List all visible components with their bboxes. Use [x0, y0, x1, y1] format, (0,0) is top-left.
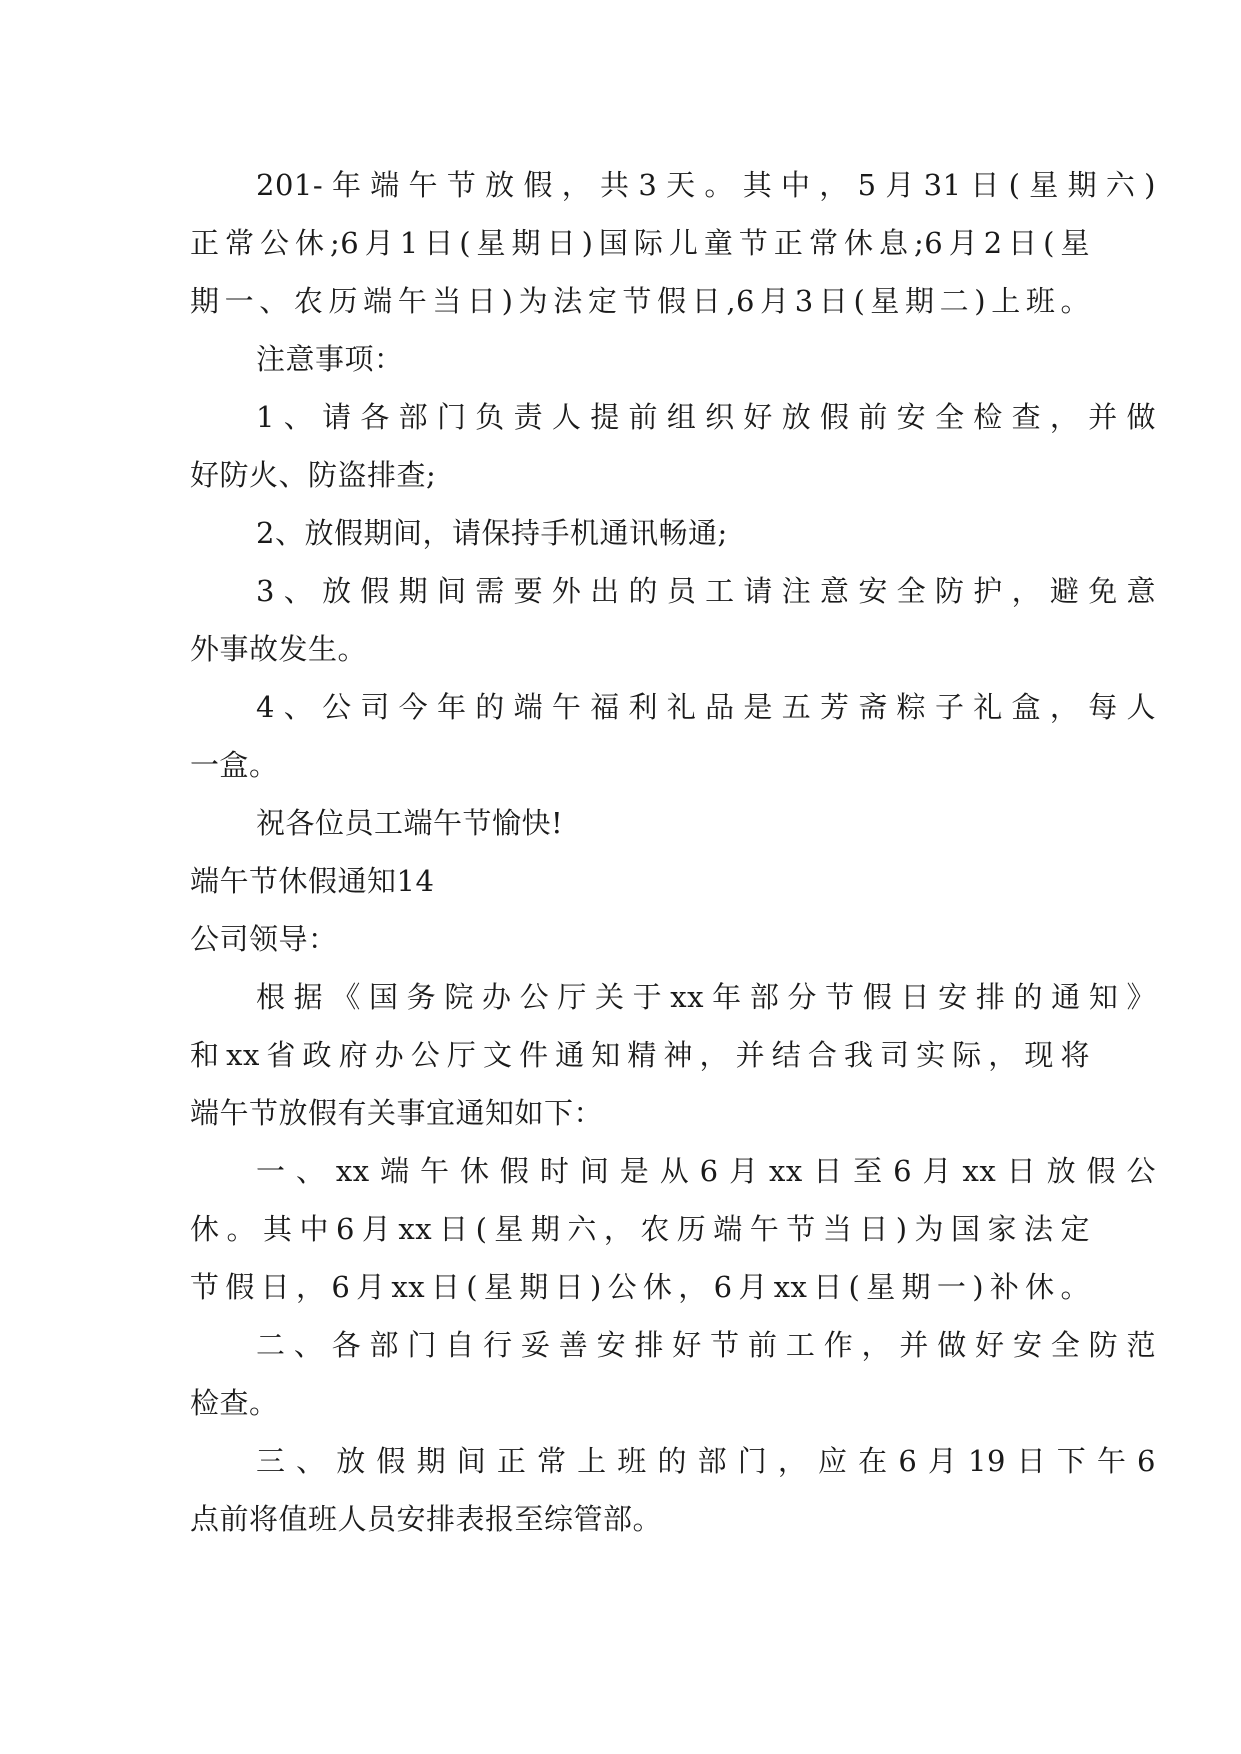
- paragraph-basis-line-3: 端午节放假有关事宜通知如下：: [190, 1096, 604, 1130]
- note-4-line-1: 4、公司今年的端午福利礼品是五芳斋粽子礼盒，每人: [256, 690, 1156, 724]
- item-2-line-2: 检查。: [190, 1386, 279, 1420]
- note-3-line-2: 外事故发生。: [190, 632, 368, 666]
- note-1-line-1: 1、请各部门负责人提前组织好放假前安全检查，并做: [256, 400, 1156, 434]
- paragraph-holiday-line-1: 201-年端午节放假，共3天。其中，5月31日(星期六): [256, 168, 1156, 202]
- note-3-line-1: 3、放假期间需要外出的员工请注意安全防护，避免意: [256, 574, 1156, 608]
- salutation: 公司领导：: [190, 922, 338, 956]
- paragraph-basis-line-1: 根据《国务院办公厅关于xx年部分节假日安排的通知》: [256, 980, 1156, 1014]
- section-title: 端午节休假通知14: [190, 864, 435, 898]
- item-3-line-2: 点前将值班人员安排表报至综管部。: [190, 1502, 663, 1536]
- item-1-line-3: 节假日，6月xx日(星期日)公休，6月xx日(星期一)补休。: [190, 1270, 1090, 1304]
- note-1-line-2: 好防火、防盗排查;: [190, 458, 437, 492]
- item-1-line-1: 一、xx端午休假时间是从6月xx日至6月xx日放假公: [256, 1154, 1156, 1188]
- paragraph-holiday-line-3: 期一、农历端午当日)为法定节假日,6月3日(星期二)上班。: [190, 284, 1090, 318]
- greeting: 祝各位员工端午节愉快!: [256, 806, 564, 840]
- note-4-line-2: 一盒。: [190, 748, 279, 782]
- item-1-line-2: 休。其中6月xx日(星期六，农历端午节当日)为国家法定: [190, 1212, 1090, 1246]
- item-3-line-1: 三、放假期间正常上班的部门，应在6月19日下午6: [256, 1444, 1156, 1478]
- notes-heading: 注意事项：: [256, 342, 404, 376]
- item-2-line-1: 二、各部门自行妥善安排好节前工作，并做好安全防范: [256, 1328, 1156, 1362]
- note-2: 2、放假期间，请保持手机通讯畅通;: [256, 516, 728, 550]
- paragraph-holiday-line-2: 正常公休;6月1日(星期日)国际儿童节正常休息;6月2日(星: [190, 226, 1090, 260]
- paragraph-basis-line-2: 和xx省政府办公厅文件通知精神，并结合我司实际，现将: [190, 1038, 1090, 1072]
